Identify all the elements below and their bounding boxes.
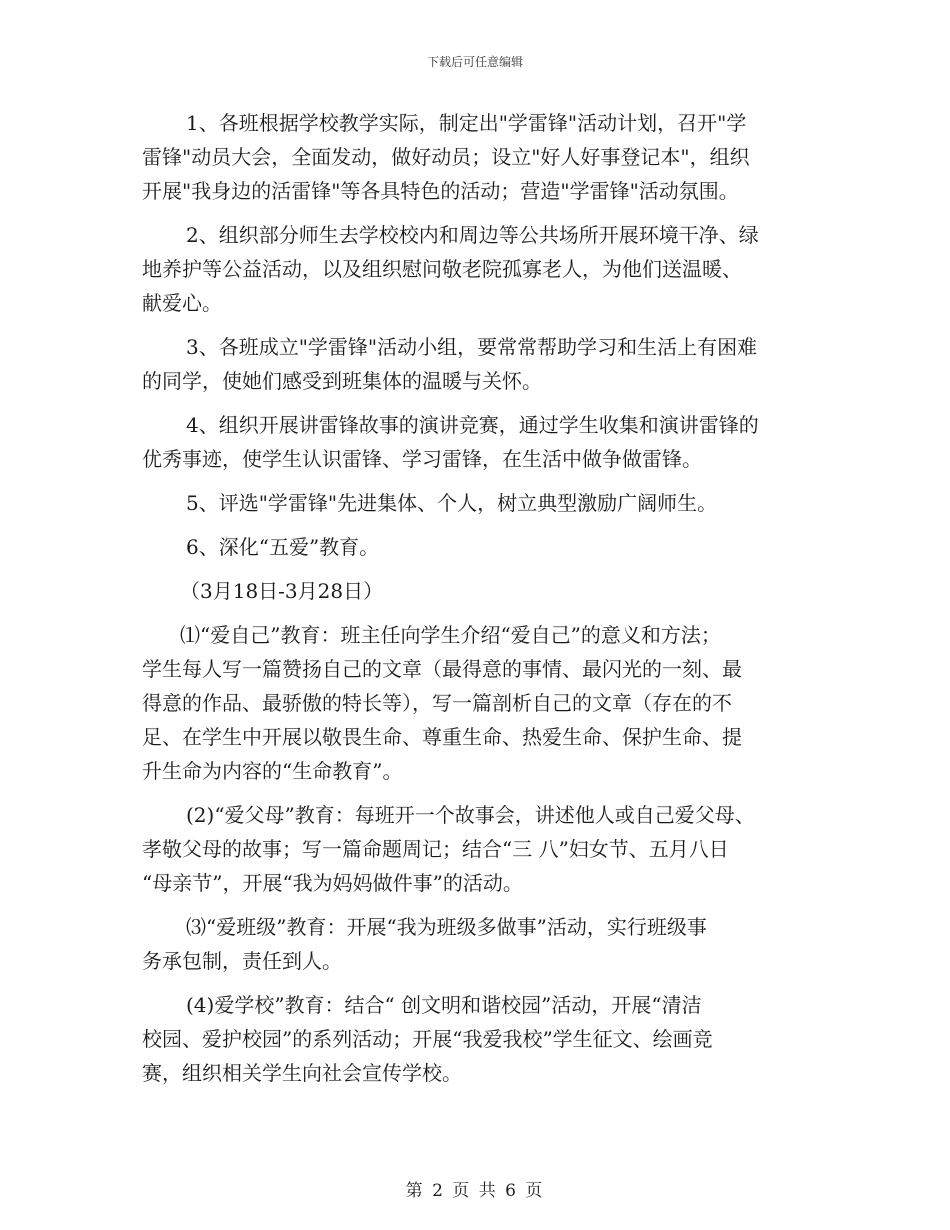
date-range [142, 574, 822, 608]
text-line: 升生命为内容的“生命教育”。 [142, 759, 403, 783]
paragraph-love-self [142, 618, 822, 788]
text-line: 开展"我身边的活雷锋"等各具特色的活动；营造"学雷锋"活动氛围。 [142, 179, 739, 203]
text-line: 2、组织部分师生去学校校内和周边等公共场所开展环境干净、绿 [186, 223, 759, 247]
text-line: 务承包制，责任到人。 [142, 949, 342, 973]
paragraph-6 [142, 530, 822, 564]
text-line: 4、组织开展讲雷锋故事的演讲竞赛，通过学生收集和演讲雷锋的 [186, 413, 759, 437]
paragraph-2 [142, 218, 822, 320]
paragraph-3 [142, 330, 822, 398]
text-line: 赛，组织相关学生向社会宣传学校。 [142, 1061, 462, 1085]
paragraph-5 [142, 486, 822, 520]
text-line: ⑴“爱自己”教育：班主任向学生介绍“爱自己”的意义和方法； [180, 623, 721, 647]
paragraph-4 [142, 408, 822, 476]
text-line: 1、各班根据学校教学实际，制定出"学雷锋"活动计划，召开"学 [186, 111, 747, 135]
paragraph-1 [142, 106, 822, 208]
text-line: (2)“爱父母”教育：每班开一个故事会，讲述他人或自己爱父母、 [186, 803, 755, 827]
paragraph-love-parents [142, 798, 822, 900]
text-line: 6、深化“五爱”教育。 [186, 535, 380, 559]
text-line: 3、各班成立"学雷锋"活动小组，要常常帮助学习和生活上有困难 [186, 335, 758, 359]
text-line: 孝敬父母的故事；写一篇命题周记；结合“三 八”妇女节、五月八日 [142, 837, 729, 861]
page-header: 下载后可任意编辑 [426, 55, 523, 69]
paragraph-love-class [142, 910, 822, 978]
text-line: 足、在学生中开展以敬畏生命、尊重生命、热爱生命、保护生命、提 [142, 725, 742, 749]
paragraph-love-school [142, 988, 822, 1090]
text-line: “母亲节”，开展“我为妈妈做件事”的活动。 [142, 871, 523, 895]
text-line: ⑶“爱班级”教育：开展“我为班级多做事”活动，实行班级事 [186, 915, 707, 939]
text-line: 5、评选"学雷锋"先进集体、个人，树立典型激励广阔师生。 [186, 491, 718, 515]
document-body [142, 106, 822, 1100]
text-line: (4)爱学校”教育：结合“ 创文明和谐校园”活动，开展“清洁 [186, 993, 702, 1017]
text-line: 雷锋"动员大会，全面发动，做好动员；设立"好人好事登记本"，组织 [142, 145, 750, 169]
text-line: 优秀事迹，使学生认识雷锋、学习雷锋，在生活中做争做雷锋。 [142, 447, 702, 471]
text-line: 学生每人写一篇赞扬自己的文章（最得意的事情、最闪光的一刻、最 [142, 657, 742, 681]
text-line: 献爱心。 [142, 291, 222, 315]
text-line: （3月18日-3月28日） [180, 579, 384, 603]
text-line: 的同学，使她们感受到班集体的温暖与关怀。 [142, 369, 542, 393]
page-number-footer: 第 2 页 共 6 页 [405, 1181, 545, 1201]
text-line: 地养护等公益活动，以及组织慰问敬老院孤寡老人，为他们送温暖、 [142, 257, 742, 281]
text-line: 得意的作品、最骄傲的特长等），写一篇剖析自己的文章（存在的不 [142, 691, 732, 715]
text-line: 校园、爱护校园”的系列活动；开展“我爱我校”学生征文、绘画竞 [142, 1027, 713, 1051]
